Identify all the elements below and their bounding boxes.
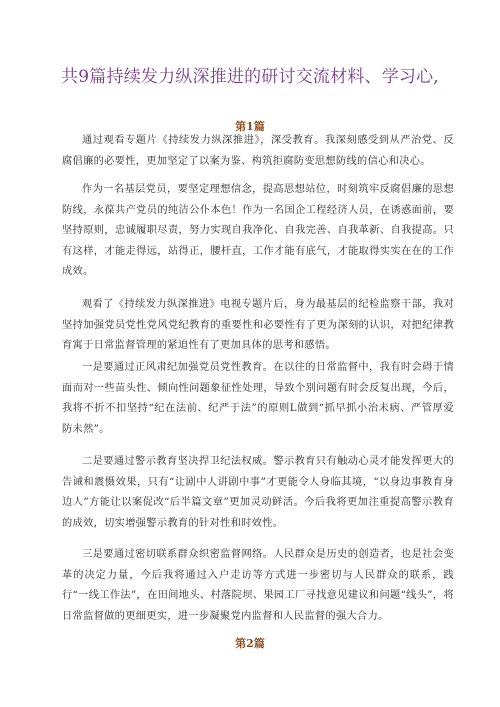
paragraph-5: 二是要通过警示教育坚决捍卫纪法权威。警示教育只有触动心灵才能发挥更大的告诫和震慑效果，只有“让剧中人讲剧中事”才更能令人身临其境，“以身边事教育身边人”方能让以案促改“后半篇文章”更加灵动鲜活。今后我将更加注重提高警示教育的成效，切实增强警示教育的针对性和时效性。 <box>62 456 454 529</box>
paragraph-1: 通过观看专题片《持续发力纵深推进》，深受教育。我深刻感受到从严治党、反腐倡廉的必要性，更加坚定了以案为鉴、构筑拒腐防变思想防线的信心和决心。 <box>62 135 454 167</box>
section-heading-1: 第1篇 <box>235 120 265 133</box>
paragraph-6: 三是要通过密切联系群众织密监督网络。人民群众是历史的创造者，也是社会变革的决定力量，今后我将通过入户走访等方式进一步密切与人民群众的联系，践行“一线工作法”，在田间地头、村落院坝、果园工厂寻找意见建议和问题“线头”，将日常监督做的更细更实，进一步凝聚党内监督和人民监督的强大合力。 <box>62 549 454 622</box>
section-heading-2: 第2篇 <box>235 637 265 650</box>
document-title: 共9篇持续发力纵深推进的研讨交流材料、学习心, <box>61 67 439 87</box>
paragraph-2: 作为一名基层党员，要坚定理想信念，提高思想站位，时刻筑牢反腐倡廉的思想防线，永葆共产党员的纯洁公仆本色！作为一名国企工程经济人员，在诱惑面前，要坚持原则，忠诚履职尽责，努力实现自我净化、自我完善、自我革新、自我提高。只有这样，才能走得远，站得正，腰杆直，工作才能有底气，才能取得实实在在的工作成效。 <box>62 184 454 277</box>
paragraph-4: 一是要通过正风肃纪加强党员党性教育。在以往的日常监督中，我有时会碍于情面而对一些苗头性、倾向性问题象征性处理，导致个别问题有时会反复出现，今后，我将不折不扣坚持“纪在法前、纪严于法”的原则L做到“抓早抓小治未病、严管厚爱防未然”。 <box>62 362 454 435</box>
paragraph-3: 观看了《持续发力纵深推进》电视专题片后，身为最基层的纪检监察干部，我对坚持加强党员党性党风党纪教育的重要性和必要性有了更为深刻的认识，对把纪律教育寓于日常监督管理的紧迫性有了更加具体的思考和感悟。 <box>62 299 454 351</box>
